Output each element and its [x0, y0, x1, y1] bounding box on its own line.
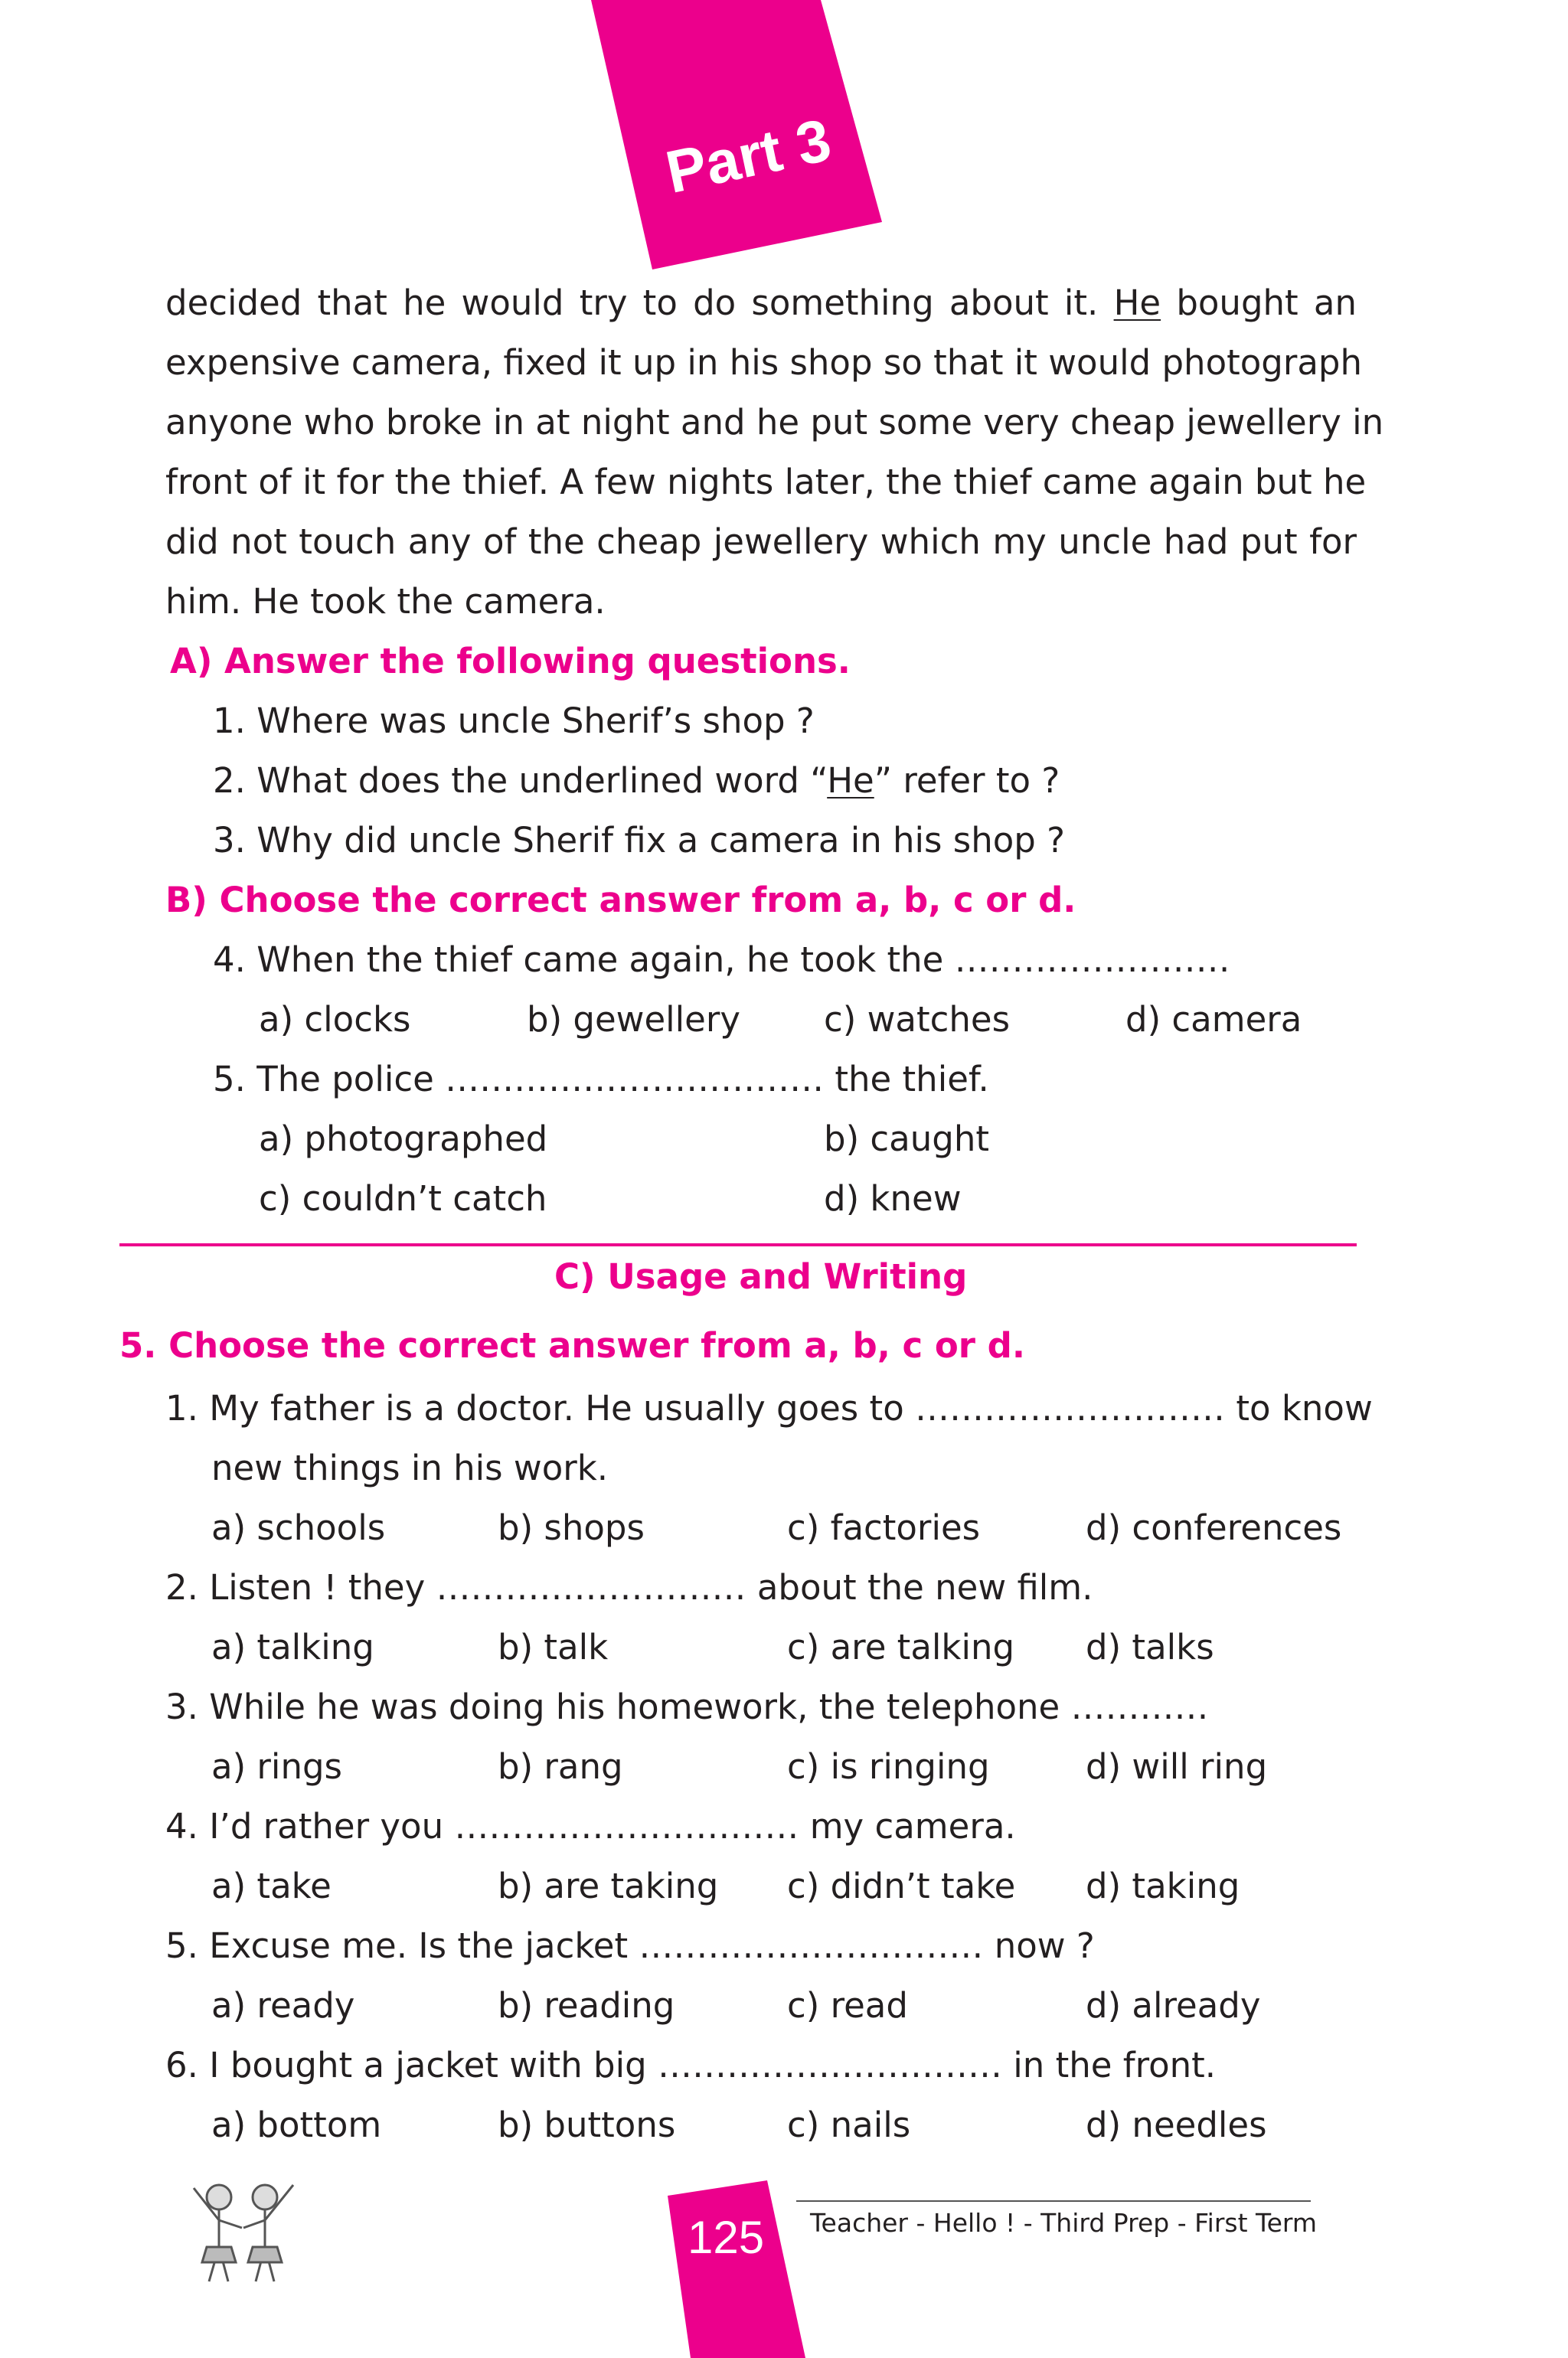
underlined-word: He: [1113, 283, 1161, 323]
option-u6-d: d) needles: [1086, 2105, 1267, 2145]
option-u2-d: d) talks: [1086, 1627, 1214, 1667]
footer-rule: [796, 2200, 1311, 2202]
usage-q1-line2: new things in his work.: [211, 1448, 609, 1488]
option-u3-d: d) will ring: [1086, 1746, 1268, 1787]
passage-line-1: decided that he would try to do something about it. He bought an: [165, 283, 1357, 323]
option-u4-b: b) are taking: [498, 1866, 719, 1906]
option-b4-d: d) camera: [1125, 999, 1302, 1040]
option-b4-a: a) clocks: [259, 999, 411, 1040]
passage-line-4: front of it for the thief. A few nights later, the thief came again but he: [165, 462, 1367, 502]
option-b5-b: b) caught: [824, 1119, 989, 1159]
question-a3: 3. Why did uncle Sherif fix a camera in his shop ?: [213, 820, 1066, 861]
option-u5-d: d) already: [1086, 1985, 1261, 2026]
option-b4-c: c) watches: [824, 999, 1011, 1040]
option-b5-a: a) photographed: [259, 1119, 548, 1159]
passage-line-6: him. He took the camera.: [165, 581, 606, 622]
section-a-heading: A) Answer the following questions.: [170, 641, 851, 681]
option-u1-b: b) shops: [498, 1507, 645, 1548]
option-u4-c: c) didn’t take: [787, 1866, 1016, 1906]
option-u4-a: a) take: [211, 1866, 332, 1906]
option-u1-c: c) factories: [787, 1507, 981, 1548]
usage-title: C) Usage and Writing: [554, 1256, 968, 1297]
option-u3-b: b) rang: [498, 1746, 623, 1787]
option-u1-a: a) schools: [211, 1507, 386, 1548]
page-number-ribbon: [668, 2180, 805, 2358]
usage-q6: 6. I bought a jacket with big ………………………… in the front.: [165, 2045, 1217, 2085]
option-b4-b: b) gewellery: [527, 999, 740, 1040]
kids-illustration: [175, 2174, 312, 2289]
option-u2-c: c) are talking: [787, 1627, 1015, 1667]
passage-line-5: did not touch any of the cheap jewellery which my uncle had put for: [165, 521, 1357, 562]
option-u2-b: b) talk: [498, 1627, 609, 1667]
option-u3-c: c) is ringing: [787, 1746, 990, 1787]
option-u6-a: a) bottom: [211, 2105, 382, 2145]
exercise-heading: 5. Choose the correct answer from a, b, c or d.: [119, 1325, 1025, 1366]
option-u3-a: a) rings: [211, 1746, 342, 1787]
section-divider: [119, 1243, 1357, 1246]
question-b4: 4. When the thief came again, he took the ……………………: [213, 939, 1230, 980]
option-u6-b: b) buttons: [498, 2105, 676, 2145]
passage-line-2: expensive camera, fixed it up in his shop so that it would photograph: [165, 342, 1363, 383]
option-u4-d: d) taking: [1086, 1866, 1240, 1906]
question-a1: 1. Where was uncle Sherif’s shop ?: [213, 701, 815, 741]
option-u5-c: c) read: [787, 1985, 908, 2026]
part-label: Part 3: [660, 105, 837, 207]
usage-q4: 4. I’d rather you ………………………… my camera.: [165, 1806, 1016, 1847]
usage-q2: 2. Listen ! they ……………………… about the new film.: [165, 1567, 1093, 1608]
option-u5-b: b) reading: [498, 1985, 675, 2026]
passage-line-3: anyone who broke in at night and he put some very cheap jewellery in: [165, 402, 1384, 443]
option-b5-c: c) couldn’t catch: [259, 1178, 547, 1219]
question-a2: 2. What does the underlined word “He” refer to ?: [213, 760, 1060, 801]
book-title: Teacher - Hello ! - Third Prep - First Term: [810, 2208, 1318, 2238]
option-u1-d: d) conferences: [1086, 1507, 1342, 1548]
option-b5-d: d) knew: [824, 1178, 962, 1219]
usage-q1-line1: 1. My father is a doctor. He usually goes to ……………………… to know: [165, 1388, 1373, 1429]
page-number: 125: [688, 2212, 765, 2263]
option-u2-a: a) talking: [211, 1627, 374, 1667]
usage-q3: 3. While he was doing his homework, the telephone …………: [165, 1687, 1209, 1727]
option-u6-c: c) nails: [787, 2105, 911, 2145]
section-b-heading: B) Choose the correct answer from a, b, c or d.: [165, 880, 1076, 920]
question-b5: 5. The police …………………………… the thief.: [213, 1059, 989, 1099]
usage-q5: 5. Excuse me. Is the jacket ………………………… now ?: [165, 1925, 1095, 1966]
option-u5-a: a) ready: [211, 1985, 355, 2026]
